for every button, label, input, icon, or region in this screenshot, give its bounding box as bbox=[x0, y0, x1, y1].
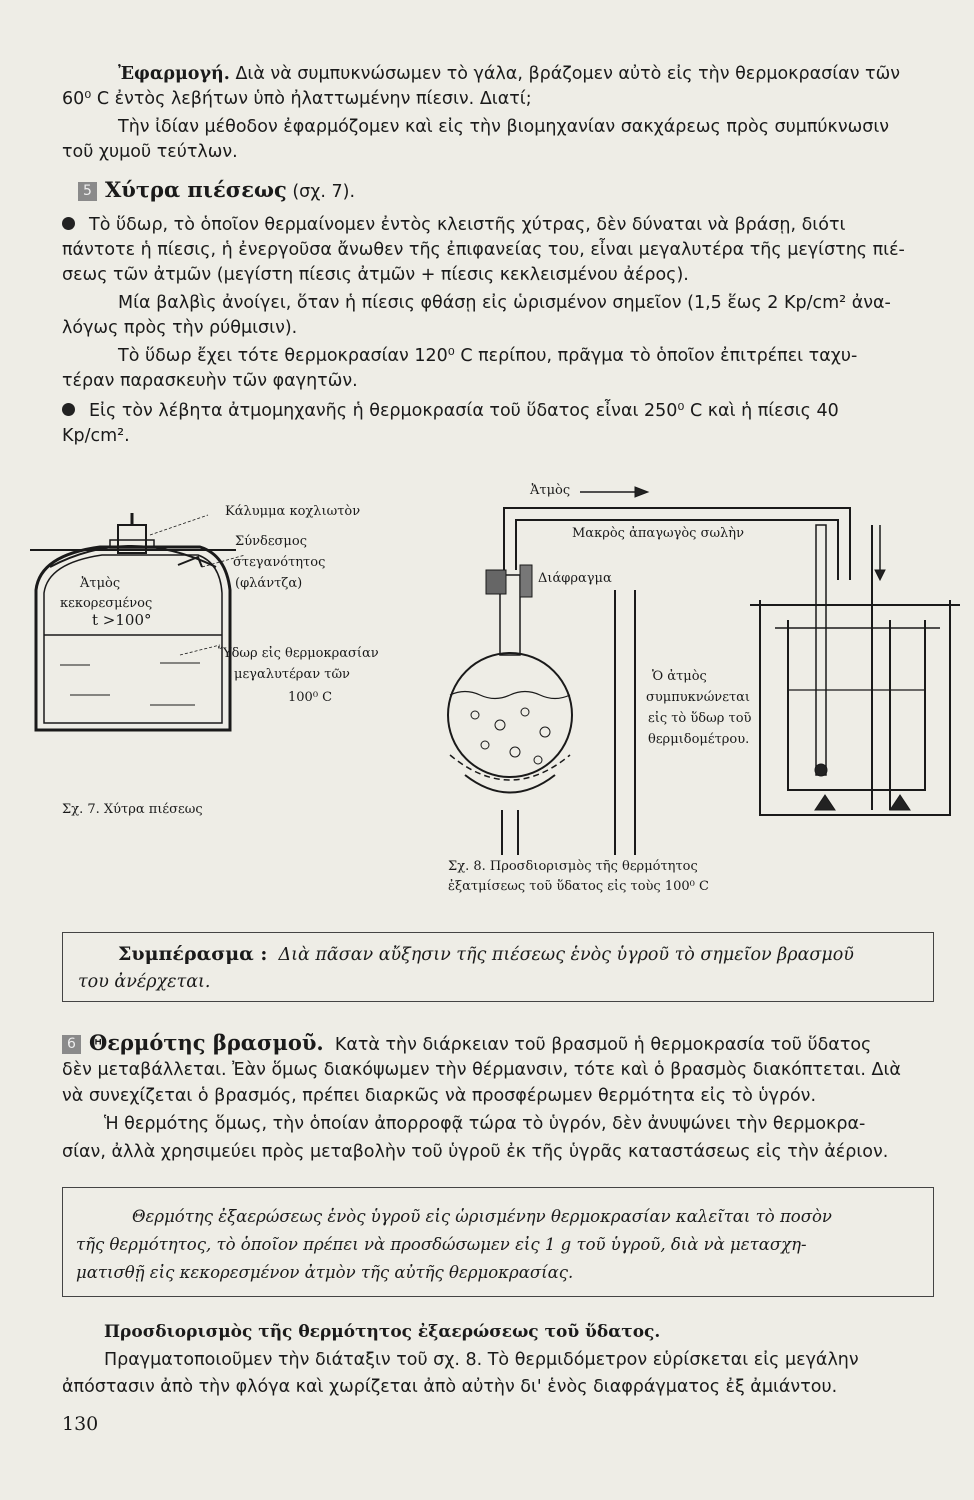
section-6-line-4: Ἡ θερμότης ὅμως, τὴν ὁποίαν ἀπορροφᾷ τώρα τὸ ὑγρόν, δὲν ἀνυψώνει τὴν θερμοκρα- bbox=[104, 1114, 866, 1134]
bullet-1-text: Τὸ ὕδωρ, τὸ ὁποῖον θερμαίνομεν ἐντὸς κλειστῆς χύτρας, δὲν δύναται νὰ βράσῃ, διότι bbox=[89, 215, 846, 235]
fig7-water-label-3: 100⁰ C bbox=[288, 690, 333, 705]
intro-line-1-text: Διὰ νὰ συμπυκνώσωμεν τὸ γάλα, βράζομεν αὐτὸ εἰς τὴν θερμοκρασίαν τῶν bbox=[235, 64, 900, 84]
section-5-bullet-2-line-1 bbox=[62, 399, 839, 424]
determination-heading: Προσδιορισμὸς τῆς θερμότητος ἐξαερώσεως τοῦ ὕδατος. bbox=[104, 1322, 661, 1342]
fig8-condense-2: συμπυκνώνεται bbox=[646, 690, 751, 705]
fig7-flange-label-1: Σύνδεσμος bbox=[235, 534, 307, 549]
fig8-diaphragm-label: Διάφραγμα bbox=[538, 571, 612, 586]
section-6-title: Θερμότης βρασμοῦ. bbox=[89, 1030, 324, 1055]
intro-line-1 bbox=[118, 62, 900, 87]
determination-line-2: ἀπόστασιν ἀπὸ τὴν φλόγα καὶ χωρίζεται ἀπὸ αὐτὴν δι' ἑνὸς διαφράγματος ἐξ ἀμιάντου. bbox=[62, 1377, 838, 1397]
section-5-heading bbox=[78, 177, 355, 205]
conclusion-line-1 bbox=[118, 942, 854, 968]
section-5-bullet-2-line-2: Kp/cm². bbox=[62, 426, 130, 446]
fig7-flange-label-3: (φλάντζα) bbox=[235, 576, 303, 591]
intro-line-3: Τὴν ἰδίαν μέθοδον ἐφαρμόζομεν καὶ εἰς τὴν βιομηχανίαν σακχάρεως πρὸς συμπύκνωσιν bbox=[118, 117, 890, 137]
section-5-bullet-1-line-2: πάντοτε ἡ πίεσις, ἡ ἐνεργοῦσα ἄνωθεν τῆς ἐπιφανείας του, εἶναι μεγαλυτέρα τῆς μεγίστης πιέ- bbox=[62, 240, 905, 260]
section-5-title: Χύτρα πιέσεως bbox=[105, 177, 287, 202]
intro-line-4: τοῦ χυμοῦ τεύτλων. bbox=[62, 142, 238, 162]
section-6-line-5: σίαν, ἀλλὰ χρησιμεύει πρὸς μεταβολὴν τοῦ ὑγροῦ ἐκ τῆς ὑγρᾶς καταστάσεως εἰς τὴν ἀέριον. bbox=[62, 1142, 889, 1162]
fig7-lid-label: Κάλυμμα κοχλιωτὸν bbox=[225, 504, 361, 519]
bullet-icon bbox=[62, 403, 75, 416]
fig8-steam-arrow-label: Ἀτμὸς bbox=[530, 483, 571, 498]
fig7-flange-label-2: στεγανότητος bbox=[233, 555, 326, 570]
fig7-steam-label-3: t >100° bbox=[92, 611, 152, 629]
definition-line-1: Θερμότης ἐξαερώσεως ἑνὸς ὑγροῦ εἰς ὡρισμένην θερμοκρασίαν καλεῖται τὸ ποσὸν bbox=[132, 1207, 832, 1226]
section-number-badge: 5 bbox=[78, 182, 97, 201]
section-5-bullet-1-line-1 bbox=[62, 213, 845, 238]
application-label: Ἐφαρμογή. bbox=[118, 64, 230, 84]
conclusion-label: Συμπέρασμα : bbox=[118, 943, 268, 965]
section-5-ref: (σχ. 7). bbox=[292, 182, 356, 202]
section-5-para-3-line-1: Τὸ ὕδωρ ἔχει τότε θερμοκρασίαν 120⁰ C περίπου, πρᾶγμα τὸ ὁποῖον ἐπιτρέπει ταχυ- bbox=[118, 346, 858, 366]
definition-line-2: τῆς θερμότητος, τὸ ὁποῖον πρέπει νὰ προσδώσωμεν εἰς 1 g τοῦ ὑγροῦ, διὰ νὰ μετασχη- bbox=[76, 1235, 807, 1254]
section-5-bullet-1-line-3: σεως τῶν ἀτμῶν (μεγίστη πίεσις ἀτμῶν + πίεσις κεκλεισμένου ἀέρος). bbox=[62, 265, 689, 285]
determination-line-1: Πραγματοποιοῦμεν τὴν διάταξιν τοῦ σχ. 8. Τὸ θερμιδόμετρον εὑρίσκεται εἰς μεγάλην bbox=[104, 1350, 859, 1370]
section-5-para-3-line-2: τέραν παρασκευὴν τῶν φαγητῶν. bbox=[62, 371, 358, 391]
fig8-condense-1: Ὁ ἀτμὸς bbox=[652, 669, 707, 684]
fig8-condense-4: θερμιδομέτρου. bbox=[648, 732, 750, 747]
figure-8-caption-2: ἐξατμίσεως τοῦ ὕδατος εἰς τοὺς 100⁰ C bbox=[448, 879, 709, 894]
definition-line-3: ματισθῇ εἰς κεκορεσμένον ἀτμὸν τῆς αὐτῆς θερμοκρασίας. bbox=[76, 1263, 574, 1282]
fig7-steam-label-1: Ἀτμὸς bbox=[80, 576, 121, 591]
section-6-line-2: δὲν μεταβάλλεται. Ἐὰν ὅμως διακόψωμεν τὴν θέρμανσιν, τότε καὶ ὁ βρασμὸς διακόπτεται. Διὰ bbox=[62, 1060, 901, 1080]
figure-8-caption-1: Σχ. 8. Προσδιορισμὸς τῆς θερμότητος bbox=[448, 859, 698, 874]
fig8-tube-label: Μακρὸς ἀπαγωγὸς σωλὴν bbox=[572, 526, 744, 541]
page-number: 130 bbox=[62, 1413, 99, 1435]
fig7-water-label-2: μεγαλυτέραν τῶν bbox=[234, 667, 350, 682]
bullet-icon bbox=[62, 217, 75, 230]
section-6-line-3: νὰ συνεχίζεται ὁ βρασμός, πρέπει διαρκῶς νὰ προσφέρωμεν θερμότητα εἰς τὸ ὑγρόν. bbox=[62, 1086, 817, 1106]
figure-7-pressure-cooker bbox=[30, 495, 400, 815]
section-5-para-2-line-1: Μία βαλβὶς ἀνοίγει, ὅταν ἡ πίεσις φθάσῃ εἰς ὡρισμένον σημεῖον (1,5 ἕως 2 Kp/cm² ἀνα- bbox=[118, 293, 891, 313]
section-6-line-1-text: Κατὰ τὴν διάρκειαν τοῦ βρασμοῦ ἡ θερμοκρασία τοῦ ὕδατος bbox=[334, 1035, 872, 1055]
section-6-line-1 bbox=[62, 1030, 871, 1058]
intro-line-2: 60⁰ C ἐντὸς λεβήτων ὑπὸ ἠλαττωμένην πίεσιν. Διατί; bbox=[62, 89, 532, 109]
section-5-para-2-line-2: λόγως πρὸς τὴν ρύθμισιν). bbox=[62, 318, 298, 338]
fig7-water-label-1: Ὕδωρ εἰς θερμοκρασίαν bbox=[218, 646, 379, 661]
figure-7-caption: Σχ. 7. Χύτρα πιέσεως bbox=[62, 802, 203, 817]
figure-8-apparatus bbox=[420, 470, 970, 860]
conclusion-text-1: Διὰ πᾶσαν αὔξησιν τῆς πιέσεως ἑνὸς ὑγροῦ τὸ σημεῖον βρασμοῦ bbox=[278, 945, 854, 965]
fig7-steam-label-2: κεκορεσμένος bbox=[60, 596, 153, 611]
bullet-2-text: Εἰς τὸν λέβητα ἀτμομηχανῆς ἡ θερμοκρασία τοῦ ὕδατος εἶναι 250⁰ C καὶ ἡ πίεσις 40 bbox=[89, 401, 839, 421]
fig8-condense-3: εἰς τὸ ὕδωρ τοῦ bbox=[648, 711, 752, 726]
section-number-badge: 6 bbox=[62, 1035, 81, 1054]
conclusion-line-2: του ἀνέρχεται. bbox=[78, 972, 211, 992]
